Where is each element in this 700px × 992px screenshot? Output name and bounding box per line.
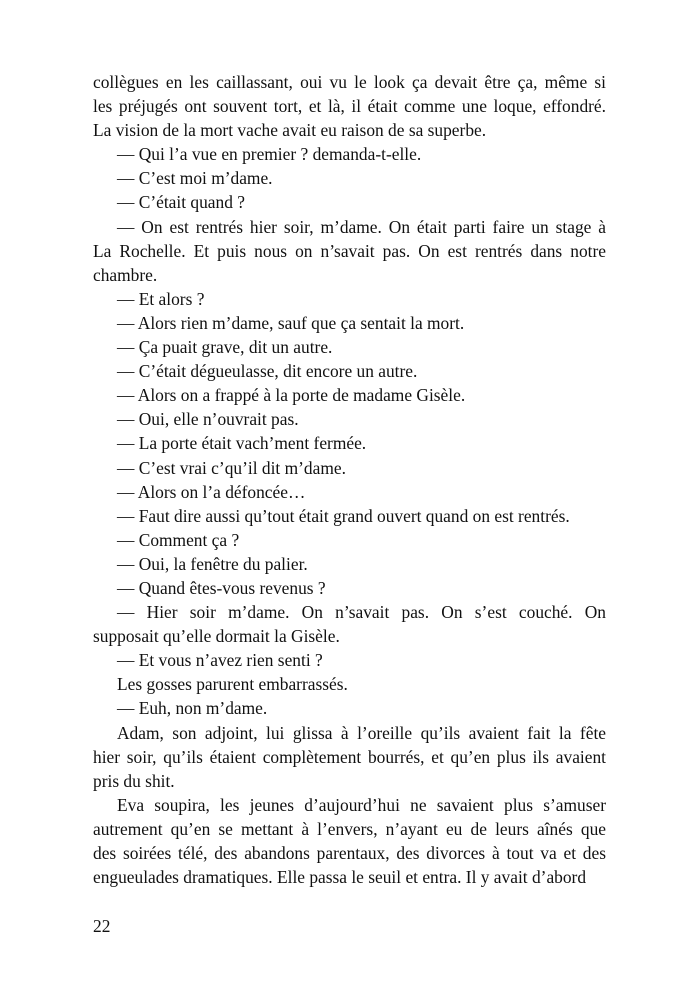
text-line: — C’était quand ? — [117, 192, 245, 213]
text-line: — Et alors ? — [117, 288, 205, 309]
text-line: — La porte était vach’ment fermée. — [117, 433, 367, 454]
text-line: Adam, son adjoint, lui glissa à l’oreille qu’ils avaient fait la fête — [117, 722, 606, 743]
text-line: — Oui, elle n’ouvrait pas. — [117, 409, 299, 430]
text-line: des soirées télé, des abandons parentaux, des divorces à tout va et des — [93, 843, 606, 863]
text-line: — Euh, non m’dame. — [117, 698, 268, 719]
text-line: — Oui, la fenêtre du palier. — [117, 553, 308, 574]
text-line: — Alors rien m’dame, sauf que ça sentait la mort. — [117, 312, 465, 333]
text-line: chambre. — [93, 264, 158, 285]
text-line: — Et vous n’avez rien senti ? — [117, 650, 323, 671]
text-line: — Comment ça ? — [117, 529, 240, 550]
text-line: — Hier soir m’dame. On n’savait pas. On s’est couché. On — [117, 602, 606, 623]
text-line: engueulades dramatiques. Elle passa le seuil et entra. Il y avait d’abord — [93, 867, 587, 888]
text-line: — C’est moi m’dame. — [117, 168, 273, 189]
text-line: — Alors on a frappé à la porte de madame Gisèle. — [117, 385, 466, 406]
page-number: 22 — [93, 916, 111, 936]
text-line: supposait qu’elle dormait la Gisèle. — [93, 626, 340, 647]
text-line: collègues en les caillassant, oui vu le look ça devait être ça, même si — [93, 72, 606, 92]
text-line: La vision de la mort vache avait eu raison de sa superbe. — [93, 120, 487, 141]
text-line: — C’était dégueulasse, dit encore un autre. — [117, 361, 418, 382]
text-line: les préjugés ont souvent tort, et là, il était comme une loque, effondré. — [93, 96, 606, 117]
text-line: hier soir, qu’ils étaient complètement bourrés, et qu’en plus ils avaient — [93, 746, 606, 767]
text-line: — Quand êtes-vous revenus ? — [117, 577, 326, 598]
text-line: — Qui l’a vue en premier ? demanda-t-elle. — [117, 144, 422, 165]
text-line: — C’est vrai c’qu’il dit m’dame. — [117, 457, 346, 478]
text-line: Eva soupira, les jeunes d’aujourd’hui ne savaient plus s’amuser — [117, 794, 606, 815]
page-body — [93, 70, 606, 889]
text-line: pris du shit. — [93, 770, 175, 791]
text-line: La Rochelle. Et puis nous on n’savait pas. On est rentrés dans notre — [93, 240, 606, 261]
text-line: — On est rentrés hier soir, m’dame. On était parti faire un stage à — [117, 216, 606, 237]
text-line: — Ça puait grave, dit un autre. — [117, 337, 333, 358]
text-line: Les gosses parurent embarrassés. — [117, 674, 348, 695]
text-line: — Faut dire aussi qu’tout était grand ouvert quand on est rentrés. — [117, 505, 570, 526]
text-line: autrement qu’en se mettant à l’envers, n’ayant eu de leurs aînés que — [93, 818, 606, 839]
text-line: — Alors on l’a défoncée… — [117, 481, 306, 502]
